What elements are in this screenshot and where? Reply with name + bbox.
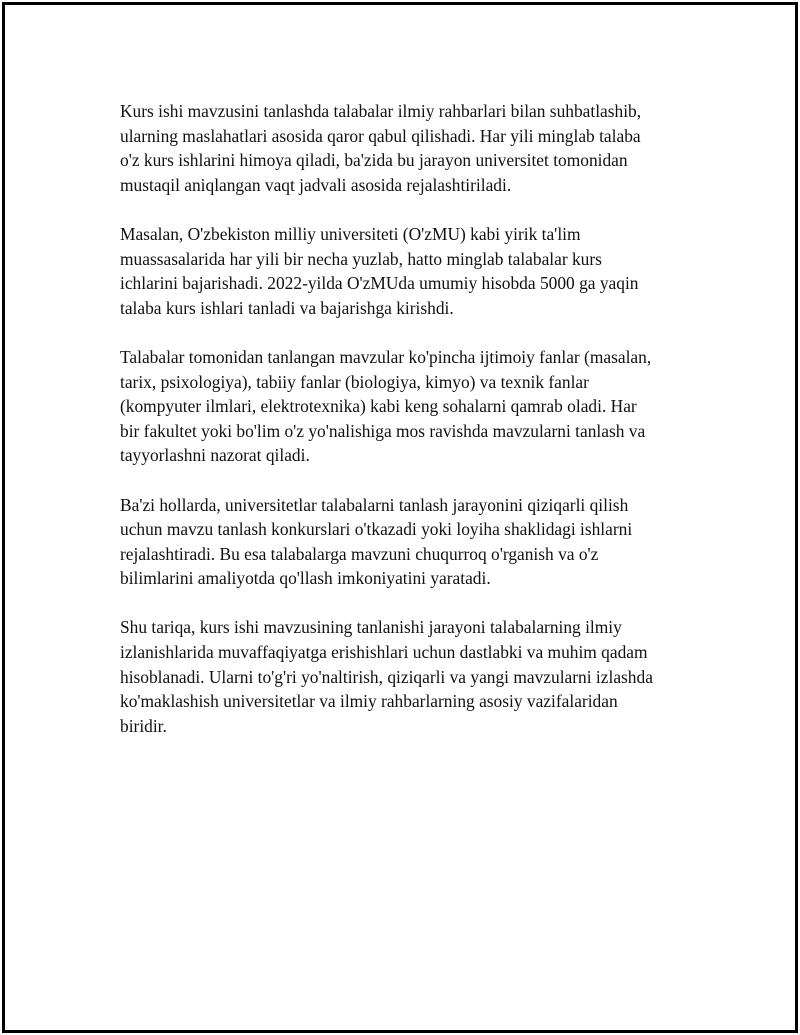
page-frame [2, 2, 798, 1033]
paragraph-3: Talabalar tomonidan tanlangan mavzular ko'pincha ijtimoiy fanlar (masalan, tarix, psixologiya), tabiiy fanlar (biologiya, kimyo) va texnik fanlar (kompyuter ilmlari, elektrotexnika) kabi keng sohalarni qamrab oladi. Har bir fakultet yoki bo'lim o'z yo'nalishiga mos ravishda mavzularni tanlash va tayyorlashni nazorat qiladi. [120, 346, 652, 466]
paragraph-1: Kurs ishi mavzusini tanlashda talabalar ilmiy rahbarlari bilan suhbatlashib, ularning maslahatlari asosida qaror qabul qilishadi. Har yili minglab talaba o'z kurs ishlarini himoya qiladi, ba'zida bu jarayon universitet tomonidan mustaqil aniqlangan vaqt jadvali asosida rejalashtiriladi. [120, 101, 642, 195]
paragraph-4: Ba'zi hollarda, universitetlar talabalarni tanlash jarayonini qiziqarli qilish uchun mavzu tanlash konkurslari o'tkazadi yoki loyiha shaklidagi ishlarni rejalashtiradi. Bu esa talabalarga mavzuni chuqurroq o'rganish va o'z bilimlarini amaliyotda qo'llash imkoniyatini yaratadi. [120, 494, 633, 589]
paragraph-2: Masalan, O'zbekiston milliy universiteti (O'zMU) kabi yirik ta'lim muassasalarida har yili bir necha yuzlab, hatto minglab talabalar kurs ichlarini bajarishadi. 2022-yilda O'zMUda umumiy hisobda 5000 ga yaqin talaba kurs ishlari tanladi va bajarishga kirishdi. [120, 223, 639, 318]
paragraph-5: Shu tariqa, kurs ishi mavzusining tanlanishi jarayoni talabalarning ilmiy izlanishlarida muvaffaqiyatga erishishlari uchun dastlabki va muhim qadam hisoblanadi. Ularni to'g'ri yo'naltirish, qiziqarli va yangi mavzularni izlashda ko'maklashish universitetlar va ilmiy rahbarlarning asosiy vazifalaridan biridir. [120, 617, 653, 736]
document-body [120, 99, 710, 763]
